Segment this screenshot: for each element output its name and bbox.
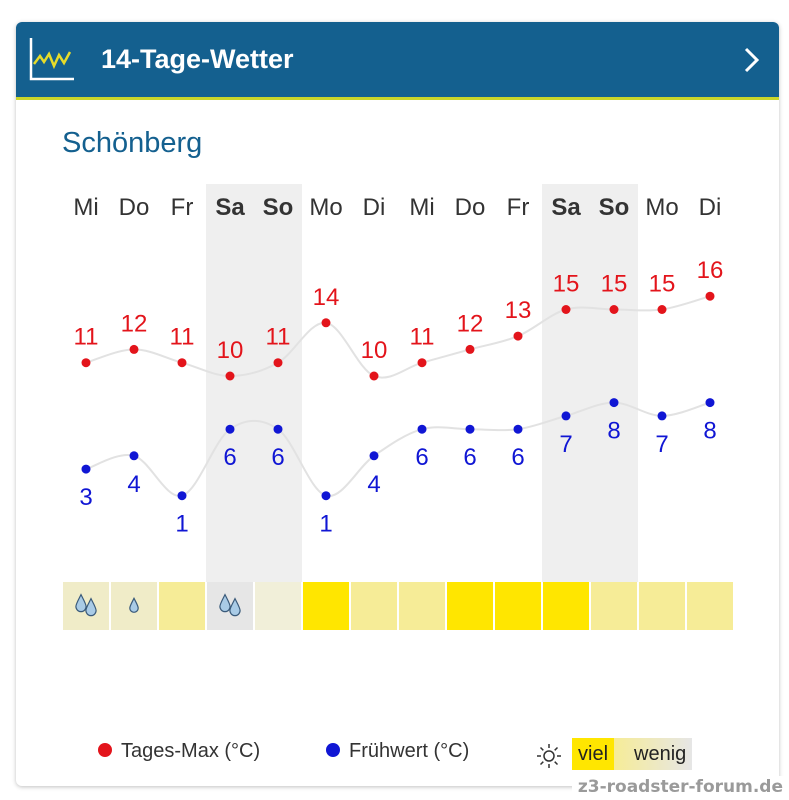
max-value-label: 11 xyxy=(265,323,291,351)
scale-wenig: wenig xyxy=(614,738,692,770)
max-value-label: 11 xyxy=(169,323,195,351)
header-title: 14-Tage-Wetter xyxy=(101,44,294,74)
day-label: Sa xyxy=(215,194,245,221)
min-point xyxy=(226,425,235,434)
min-point xyxy=(178,491,187,500)
min-point xyxy=(130,451,139,460)
min-point xyxy=(418,425,427,434)
max-point xyxy=(274,358,283,367)
min-value-label: 4 xyxy=(367,470,381,498)
day-label: Do xyxy=(454,194,486,221)
min-point xyxy=(466,425,475,434)
weekend-shade xyxy=(254,184,302,582)
max-value-label: 15 xyxy=(552,270,580,298)
min-value-label: 1 xyxy=(319,510,333,538)
day-label: Mi xyxy=(409,194,435,221)
day-label: Mo xyxy=(645,194,679,221)
max-value-label: 12 xyxy=(456,310,484,338)
day-label: Di xyxy=(362,194,386,221)
legend-max-label: Tages-Max (°C) xyxy=(121,740,261,762)
day-label: So xyxy=(598,194,630,221)
day-label: Di xyxy=(698,194,722,221)
max-point xyxy=(418,358,427,367)
day-label: Fr xyxy=(170,194,194,221)
sunshine-cell xyxy=(543,582,589,630)
min-value-label: 1 xyxy=(175,510,189,538)
weekend-shade xyxy=(206,184,254,582)
day-label: Mo xyxy=(309,194,343,221)
max-value-label: 15 xyxy=(600,270,628,298)
min-value-label: 8 xyxy=(703,417,717,445)
sunshine-cell xyxy=(495,582,541,630)
max-point xyxy=(130,345,139,354)
max-point xyxy=(658,305,667,314)
min-point xyxy=(370,451,379,460)
max-point xyxy=(178,358,187,367)
sunshine-cell xyxy=(159,582,205,630)
max-value-label: 10 xyxy=(216,337,244,364)
day-label: Sa xyxy=(551,194,581,221)
max-point xyxy=(610,305,619,314)
legend-min-label: Frühwert (°C) xyxy=(349,740,470,762)
min-value-label: 6 xyxy=(271,444,285,472)
sunshine-cell xyxy=(303,582,349,630)
min-value-label: 7 xyxy=(559,430,573,458)
day-label: Mi xyxy=(73,194,99,221)
max-point xyxy=(562,305,571,314)
min-point xyxy=(658,411,667,420)
min-value-label: 3 xyxy=(79,484,93,512)
sunshine-cell xyxy=(351,582,397,630)
min-point xyxy=(514,425,523,434)
max-value-label: 12 xyxy=(120,310,148,338)
sunshine-cell xyxy=(591,582,637,630)
max-value-label: 11 xyxy=(409,323,435,351)
min-value-label: 4 xyxy=(127,470,141,498)
max-value-label: 14 xyxy=(312,283,340,311)
max-value-label: 11 xyxy=(73,323,99,351)
min-point xyxy=(562,411,571,420)
sunshine-cell xyxy=(687,582,733,630)
weekend-shade xyxy=(542,184,590,582)
max-value-label: 16 xyxy=(696,257,724,285)
max-point xyxy=(226,372,235,381)
min-point xyxy=(706,398,715,407)
min-value-label: 7 xyxy=(655,430,669,458)
min-point xyxy=(322,491,331,500)
day-label: Do xyxy=(118,194,150,221)
min-value-label: 8 xyxy=(607,417,621,445)
sunshine-cell xyxy=(447,582,493,630)
day-label: So xyxy=(262,194,294,221)
max-value-label: 15 xyxy=(648,270,676,298)
day-label: Fr xyxy=(506,194,530,221)
watermark: z3-roadster-forum.de xyxy=(572,776,789,800)
min-value-label: 6 xyxy=(415,444,429,472)
min-value-label: 6 xyxy=(463,444,477,472)
max-value-label: 10 xyxy=(360,337,388,364)
max-point xyxy=(370,372,379,381)
sunshine-cell xyxy=(399,582,445,630)
max-point xyxy=(466,345,475,354)
min-point xyxy=(274,425,283,434)
weekend-shade xyxy=(590,184,638,582)
sunshine-cell xyxy=(255,582,301,630)
max-point xyxy=(706,292,715,301)
min-value-label: 6 xyxy=(223,444,237,472)
location-title: Schönberg xyxy=(62,127,203,159)
max-point xyxy=(514,332,523,341)
min-point xyxy=(82,465,91,474)
sunshine-cell xyxy=(639,582,685,630)
max-point xyxy=(82,358,91,367)
min-value-label: 6 xyxy=(511,444,525,472)
min-point xyxy=(610,398,619,407)
max-point xyxy=(322,318,331,327)
max-value-label: 13 xyxy=(504,297,532,325)
scale-viel: viel xyxy=(572,738,614,770)
